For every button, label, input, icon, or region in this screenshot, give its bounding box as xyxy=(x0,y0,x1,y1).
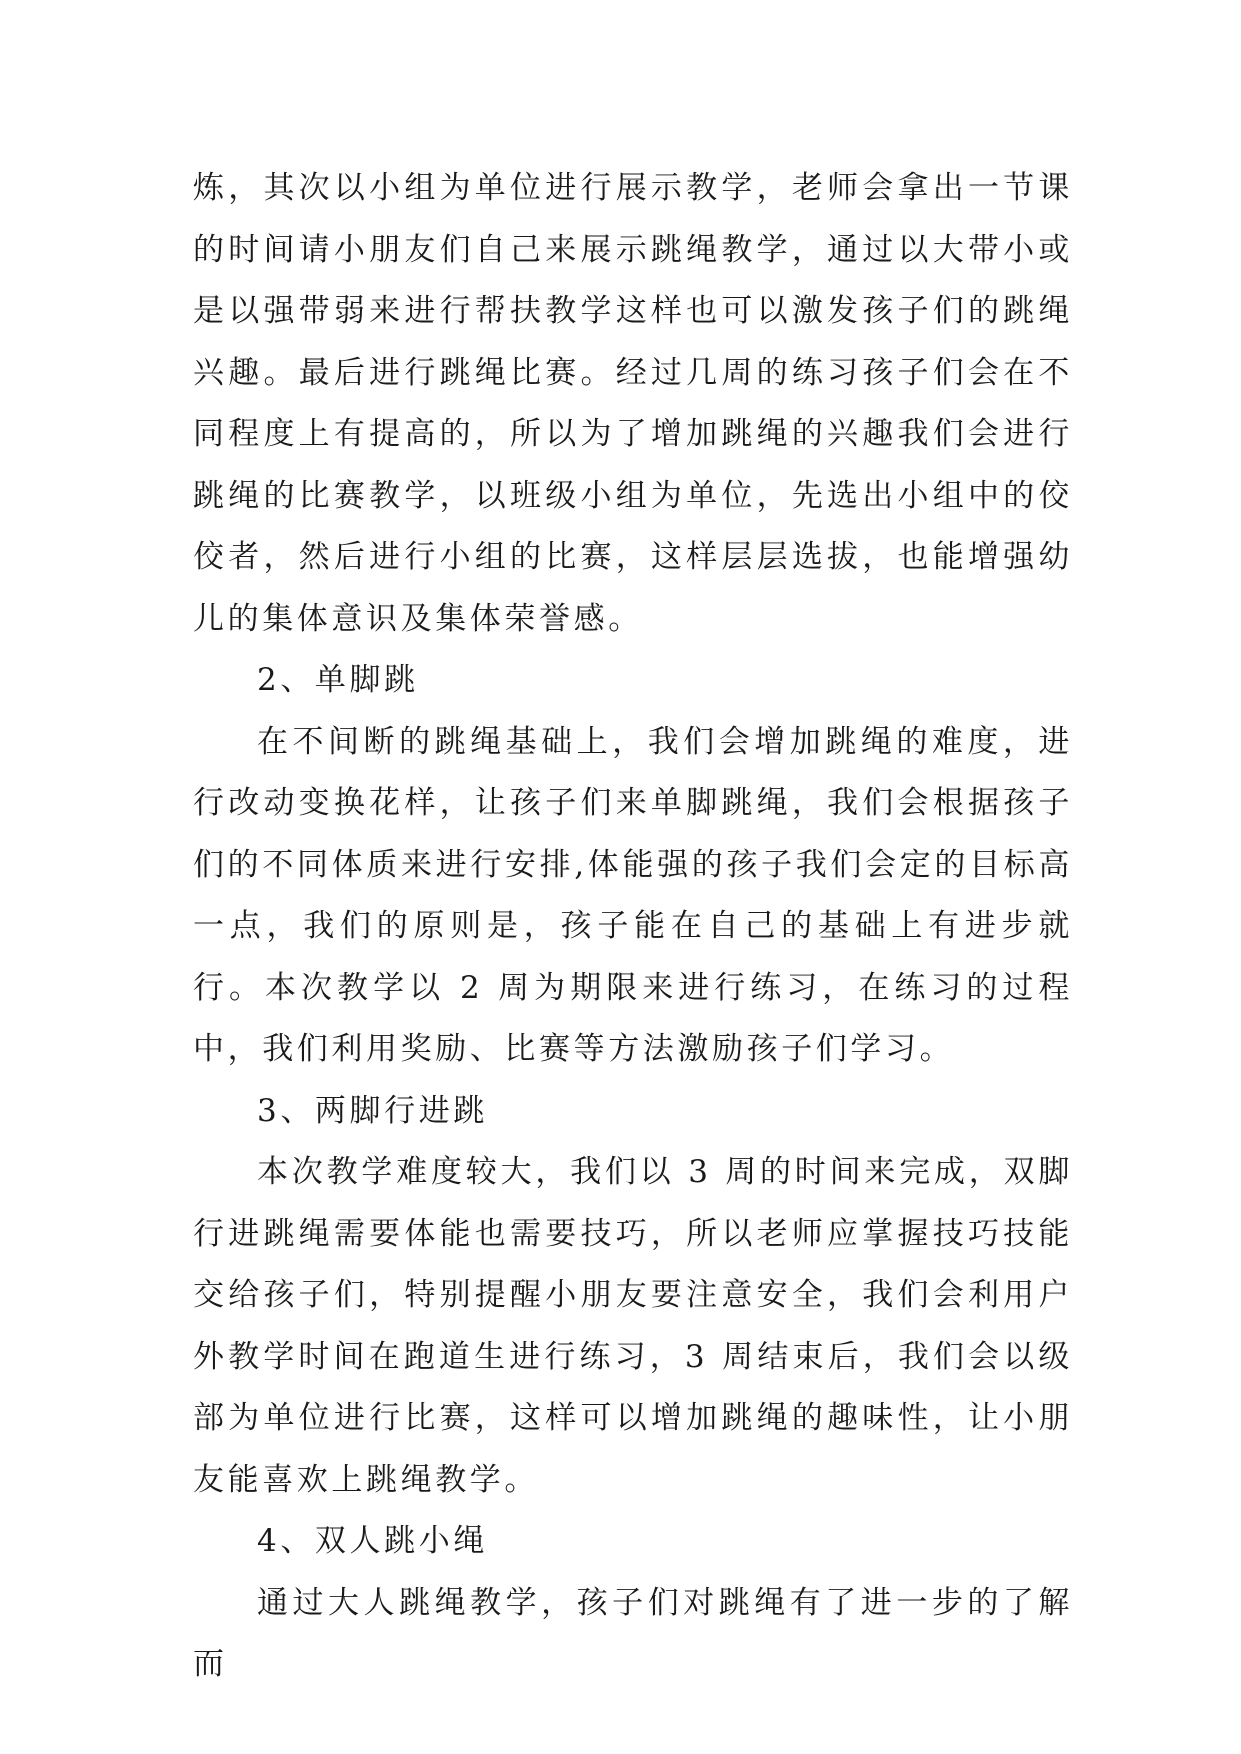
paragraph-two-foot-moving-jump: 本次教学难度较大，我们以 3 周的时间来完成，双脚行进跳绳需要体能也需要技巧，所以老师应掌握技巧技能交给孩子们，特别提醒小朋友要注意安全，我们会利用户外教学时间在跑道生进行练习，3 周结束后，我们会以级部为单位进行比赛，这样可以增加跳绳的趣味性，让小朋友能喜欢上跳绳教学。 xyxy=(193,1154,1073,1498)
paragraph-single-foot-jump: 在不间断的跳绳基础上，我们会增加跳绳的难度，进行改动变换花样，让孩子们来单脚跳绳，我们会根据孩子们的不同体质来进行安排,体能强的孩子我们会定的目标高一点，我们的原则是，孩子能在自己的基础上有进步就行。本次教学以 2 周为期限来进行练习，在练习的过程中，我们利用奖励、比赛等方法激励孩子们学习。 xyxy=(193,723,1073,1067)
document-body xyxy=(193,158,1073,1696)
paragraph-continuation: 炼，其次以小组为单位进行展示教学，老师会拿出一节课的时间请小朋友们自己来展示跳绳教学，通过以大带小或是以强带弱来进行帮扶教学这样也可以激发孩子们的跳绳兴趣。最后进行跳绳比赛。经过几周的练习孩子们会在不同程度上有提高的，所以为了增加跳绳的兴趣我们会进行跳绳的比赛教学，以班级小组为单位，先选出小组中的佼佼者，然后进行小组的比赛，这样层层选拔，也能增强幼儿的集体意识及集体荣誉感。 xyxy=(193,170,1073,637)
paragraph-pair-jump-rope: 通过大人跳绳教学，孩子们对跳绳有了进一步的了解而 xyxy=(193,1584,1073,1682)
section-heading-pair-jump-rope: 4、双人跳小绳 xyxy=(257,1523,488,1559)
section-heading-single-foot-jump: 2、单脚跳 xyxy=(257,662,419,698)
section-heading-two-foot-moving-jump: 3、两脚行进跳 xyxy=(257,1092,488,1129)
